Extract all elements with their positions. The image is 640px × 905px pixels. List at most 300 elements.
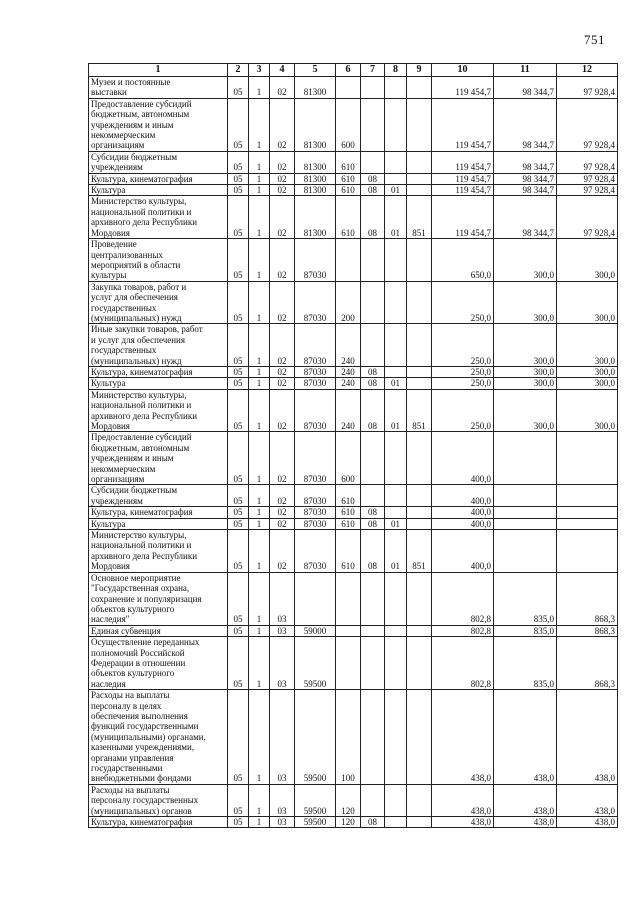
table-cell: 119 454,7 <box>432 151 494 173</box>
table-cell <box>361 77 385 99</box>
table-cell: 05 <box>228 239 249 282</box>
table-cell <box>385 173 407 184</box>
table-cell: 851 <box>407 530 432 573</box>
budget-table <box>88 63 618 828</box>
row-label-cell: Предоставление субсидий бюджетным, автономным учреждениям и иным некоммерческим организациям <box>89 432 228 485</box>
row-label-cell: Предоставление субсидий бюджетным, автономным учреждениям и иным некоммерческим организациям <box>89 98 228 151</box>
table-cell: 835,0 <box>494 637 557 690</box>
table-cell: 300,0 <box>557 281 618 324</box>
table-cell: 400,0 <box>432 507 494 518</box>
table-cell: 1 <box>249 173 270 184</box>
table-cell: 868,3 <box>557 625 618 636</box>
table-cell: 03 <box>270 690 295 785</box>
table-cell <box>361 432 385 485</box>
table-cell <box>385 507 407 518</box>
row-label-cell: Культура, кинематография <box>89 817 228 828</box>
table-cell: 08 <box>361 185 385 196</box>
table-cell: 02 <box>270 432 295 485</box>
table-cell <box>336 239 361 282</box>
table-cell <box>557 485 618 507</box>
table-cell: 03 <box>270 817 295 828</box>
row-label-cell: Культура <box>89 185 228 196</box>
table-row <box>89 530 618 573</box>
table-cell: 98 344,7 <box>494 151 557 173</box>
table-cell: 200 <box>336 281 361 324</box>
table-cell: 1 <box>249 366 270 377</box>
table-cell: 03 <box>270 784 295 816</box>
table-cell: 1 <box>249 432 270 485</box>
table-cell <box>385 151 407 173</box>
column-header: 2 <box>228 64 249 77</box>
table-cell: 02 <box>270 281 295 324</box>
table-cell: 400,0 <box>432 530 494 573</box>
table-cell: 610 <box>336 507 361 518</box>
table-cell <box>407 690 432 785</box>
table-cell: 250,0 <box>432 324 494 367</box>
table-cell <box>557 507 618 518</box>
table-cell: 868,3 <box>557 572 618 625</box>
table-cell: 02 <box>270 185 295 196</box>
table-cell: 1 <box>249 196 270 239</box>
table-cell <box>407 281 432 324</box>
table-cell <box>385 366 407 377</box>
table-cell: 1 <box>249 77 270 99</box>
table-cell: 1 <box>249 389 270 432</box>
table-cell: 05 <box>228 625 249 636</box>
table-cell: 300,0 <box>494 389 557 432</box>
table-cell: 300,0 <box>557 239 618 282</box>
table-cell: 02 <box>270 366 295 377</box>
table-cell: 610 <box>336 530 361 573</box>
table-cell: 81300 <box>295 185 336 196</box>
table-cell: 87030 <box>295 389 336 432</box>
table-row <box>89 173 618 184</box>
table-cell: 600 <box>336 432 361 485</box>
table-cell <box>385 485 407 507</box>
table-cell <box>361 151 385 173</box>
row-label-cell: Субсидии бюджетным учреждениям <box>89 151 228 173</box>
table-cell: 59500 <box>295 784 336 816</box>
table-cell: 59500 <box>295 817 336 828</box>
table-cell: 610 <box>336 185 361 196</box>
table-row <box>89 378 618 389</box>
table-row <box>89 784 618 816</box>
table-cell: 03 <box>270 637 295 690</box>
table-cell: 300,0 <box>494 281 557 324</box>
table-cell <box>494 518 557 529</box>
table-cell: 1 <box>249 151 270 173</box>
table-cell: 02 <box>270 324 295 367</box>
table-cell <box>385 690 407 785</box>
table-cell <box>385 572 407 625</box>
table-cell: 02 <box>270 378 295 389</box>
table-row <box>89 324 618 367</box>
table-cell: 05 <box>228 518 249 529</box>
table-cell: 250,0 <box>432 378 494 389</box>
table-cell: 03 <box>270 625 295 636</box>
table-cell: 119 454,7 <box>432 196 494 239</box>
table-cell: 81300 <box>295 151 336 173</box>
table-cell: 02 <box>270 196 295 239</box>
table-cell: 05 <box>228 378 249 389</box>
table-cell <box>385 817 407 828</box>
table-cell: 05 <box>228 324 249 367</box>
table-cell <box>407 432 432 485</box>
table-cell <box>407 572 432 625</box>
table-row <box>89 196 618 239</box>
row-label-cell: Осуществление переданных полномочий Российской Федерации в отношении объектов культурного наследия <box>89 637 228 690</box>
table-cell: 438,0 <box>432 784 494 816</box>
table-cell: 802,8 <box>432 637 494 690</box>
table-cell: 98 344,7 <box>494 196 557 239</box>
table-cell: 81300 <box>295 77 336 99</box>
table-cell: 05 <box>228 196 249 239</box>
table-cell: 05 <box>228 173 249 184</box>
table-row <box>89 239 618 282</box>
table-cell: 835,0 <box>494 625 557 636</box>
table-cell <box>407 518 432 529</box>
table-cell: 01 <box>385 530 407 573</box>
table-cell: 300,0 <box>494 378 557 389</box>
table-cell <box>361 625 385 636</box>
table-cell: 1 <box>249 690 270 785</box>
table-cell: 119 454,7 <box>432 173 494 184</box>
table-cell: 87030 <box>295 366 336 377</box>
table-cell: 01 <box>385 389 407 432</box>
table-cell: 05 <box>228 98 249 151</box>
table-cell: 01 <box>385 378 407 389</box>
table-cell: 98 344,7 <box>494 173 557 184</box>
table-cell: 97 928,4 <box>557 196 618 239</box>
table-cell: 87030 <box>295 378 336 389</box>
table-cell: 05 <box>228 389 249 432</box>
table-row <box>89 77 618 99</box>
table-cell: 87030 <box>295 239 336 282</box>
table-cell <box>385 625 407 636</box>
table-cell: 250,0 <box>432 366 494 377</box>
table-cell: 1 <box>249 518 270 529</box>
table-cell: 05 <box>228 690 249 785</box>
table-cell: 851 <box>407 389 432 432</box>
table-cell <box>361 98 385 151</box>
table-cell <box>385 637 407 690</box>
table-row <box>89 507 618 518</box>
table-cell <box>295 572 336 625</box>
table-cell: 1 <box>249 185 270 196</box>
table-cell: 400,0 <box>432 432 494 485</box>
table-cell: 1 <box>249 784 270 816</box>
table-row <box>89 98 618 151</box>
table-cell <box>494 432 557 485</box>
table-cell: 81300 <box>295 173 336 184</box>
column-header: 3 <box>249 64 270 77</box>
row-label-cell: Культура <box>89 518 228 529</box>
table-cell: 1 <box>249 530 270 573</box>
table-cell: 250,0 <box>432 281 494 324</box>
table-cell <box>361 485 385 507</box>
column-header: 4 <box>270 64 295 77</box>
table-cell: 05 <box>228 185 249 196</box>
table-cell: 87030 <box>295 324 336 367</box>
table-cell: 98 344,7 <box>494 98 557 151</box>
table-cell: 02 <box>270 530 295 573</box>
table-cell: 05 <box>228 281 249 324</box>
table-row <box>89 518 618 529</box>
row-label-cell: Министерство культуры, национальной политики и архивного дела Республики Мордовия <box>89 196 228 239</box>
row-label-cell: Проведение централизованных мероприятий в области культуры <box>89 239 228 282</box>
table-cell <box>385 239 407 282</box>
table-cell: 98 344,7 <box>494 185 557 196</box>
table-cell: 240 <box>336 389 361 432</box>
table-cell: 300,0 <box>494 366 557 377</box>
table-cell: 1 <box>249 817 270 828</box>
table-cell: 240 <box>336 366 361 377</box>
table-cell: 400,0 <box>432 518 494 529</box>
table-cell: 97 928,4 <box>557 151 618 173</box>
table-cell <box>407 239 432 282</box>
table-cell: 97 928,4 <box>557 173 618 184</box>
table-header-row <box>89 64 618 77</box>
table-cell: 08 <box>361 378 385 389</box>
table-cell: 120 <box>336 784 361 816</box>
table-cell: 02 <box>270 239 295 282</box>
table-cell: 240 <box>336 378 361 389</box>
table-cell: 59500 <box>295 690 336 785</box>
row-label-cell: Расходы на выплаты персоналу в целях обеспечения выполнения функций государственными (муниципальными) органами, казенными учреждениями, органами управления государственными внебюджетными фондами <box>89 690 228 785</box>
table-cell: 02 <box>270 173 295 184</box>
column-header: 1 <box>89 64 228 77</box>
row-label-cell: Культура, кинематография <box>89 507 228 518</box>
table-cell: 05 <box>228 637 249 690</box>
table-cell: 438,0 <box>557 817 618 828</box>
row-label-cell: Культура, кинематография <box>89 366 228 377</box>
table-cell: 1 <box>249 98 270 151</box>
table-cell: 438,0 <box>557 784 618 816</box>
table-cell: 119 454,7 <box>432 98 494 151</box>
table-cell: 97 928,4 <box>557 185 618 196</box>
table-cell <box>361 690 385 785</box>
table-cell <box>407 637 432 690</box>
table-cell <box>407 324 432 367</box>
table-cell: 08 <box>361 507 385 518</box>
row-label-cell: Основное мероприятие "Государственная охрана, сохранение и популяризация объектов культурного наследия" <box>89 572 228 625</box>
table-cell: 120 <box>336 817 361 828</box>
table-cell <box>557 432 618 485</box>
table-cell: 08 <box>361 366 385 377</box>
column-header: 8 <box>385 64 407 77</box>
table-cell: 05 <box>228 432 249 485</box>
page-number: 751 <box>584 32 605 47</box>
table-cell: 240 <box>336 324 361 367</box>
table-row <box>89 485 618 507</box>
row-label-cell: Закупка товаров, работ и услуг для обеспечения государственных (муниципальных) нужд <box>89 281 228 324</box>
table-cell: 02 <box>270 151 295 173</box>
table-cell: 08 <box>361 173 385 184</box>
row-label-cell: Культура, кинематография <box>89 173 228 184</box>
table-cell: 05 <box>228 507 249 518</box>
row-label-cell: Иные закупки товаров, работ и услуг для обеспечения государственных (муниципальных) нужд <box>89 324 228 367</box>
table-cell <box>385 324 407 367</box>
table-cell <box>407 817 432 828</box>
table-cell: 868,3 <box>557 637 618 690</box>
table-cell <box>407 77 432 99</box>
row-label-cell: Министерство культуры, национальной политики и архивного дела Республики Мордовия <box>89 530 228 573</box>
table-cell: 01 <box>385 518 407 529</box>
table-body <box>89 77 618 828</box>
table-cell: 610 <box>336 518 361 529</box>
table-cell: 438,0 <box>557 690 618 785</box>
table-cell: 300,0 <box>494 239 557 282</box>
table-cell: 05 <box>228 366 249 377</box>
table-cell <box>336 625 361 636</box>
table-cell: 438,0 <box>494 784 557 816</box>
table-cell: 05 <box>228 530 249 573</box>
table-cell: 438,0 <box>432 817 494 828</box>
table-row <box>89 389 618 432</box>
table-cell <box>407 625 432 636</box>
table-cell: 300,0 <box>557 378 618 389</box>
table-cell: 02 <box>270 518 295 529</box>
table-cell: 97 928,4 <box>557 77 618 99</box>
table-cell <box>336 77 361 99</box>
table-cell <box>494 485 557 507</box>
column-header: 7 <box>361 64 385 77</box>
table-cell <box>385 432 407 485</box>
table-cell: 438,0 <box>494 817 557 828</box>
table-cell <box>361 324 385 367</box>
table-cell <box>385 77 407 99</box>
row-label-cell: Музеи и постоянные выставки <box>89 77 228 99</box>
table-cell: 87030 <box>295 530 336 573</box>
table-cell <box>407 378 432 389</box>
table-cell <box>407 507 432 518</box>
table-cell: 02 <box>270 507 295 518</box>
table-cell: 1 <box>249 239 270 282</box>
table-cell: 02 <box>270 485 295 507</box>
table-cell: 05 <box>228 817 249 828</box>
table-cell: 05 <box>228 572 249 625</box>
table-cell: 300,0 <box>557 324 618 367</box>
table-row <box>89 281 618 324</box>
table-cell: 851 <box>407 196 432 239</box>
table-cell: 300,0 <box>494 324 557 367</box>
table-cell: 05 <box>228 77 249 99</box>
table-cell: 1 <box>249 507 270 518</box>
table-cell: 81300 <box>295 196 336 239</box>
table-cell: 610 <box>336 173 361 184</box>
table-cell <box>407 98 432 151</box>
table-cell <box>385 98 407 151</box>
table-cell: 802,8 <box>432 572 494 625</box>
table-cell: 835,0 <box>494 572 557 625</box>
row-label-cell: Субсидии бюджетным учреждениям <box>89 485 228 507</box>
table-cell: 119 454,7 <box>432 185 494 196</box>
table-cell: 87030 <box>295 507 336 518</box>
row-label-cell: Культура <box>89 378 228 389</box>
table-cell: 438,0 <box>494 690 557 785</box>
table-cell: 300,0 <box>557 366 618 377</box>
table-cell: 81300 <box>295 98 336 151</box>
column-header: 11 <box>494 64 557 77</box>
table-cell: 1 <box>249 572 270 625</box>
column-header: 5 <box>295 64 336 77</box>
table-cell: 05 <box>228 151 249 173</box>
row-label-cell: Расходы на выплаты персоналу государственных (муниципальных) органов <box>89 784 228 816</box>
table-cell <box>361 572 385 625</box>
table-cell: 03 <box>270 572 295 625</box>
table-cell: 610 <box>336 485 361 507</box>
table-cell <box>407 151 432 173</box>
table-row <box>89 817 618 828</box>
table-cell <box>407 185 432 196</box>
column-header: 6 <box>336 64 361 77</box>
table-cell <box>557 530 618 573</box>
table-row <box>89 151 618 173</box>
table-cell: 08 <box>361 196 385 239</box>
table-cell <box>361 637 385 690</box>
table-cell: 08 <box>361 518 385 529</box>
column-header: 10 <box>432 64 494 77</box>
table-cell: 400,0 <box>432 485 494 507</box>
table-cell: 05 <box>228 485 249 507</box>
table-cell <box>361 281 385 324</box>
table-cell: 02 <box>270 98 295 151</box>
table-cell <box>494 530 557 573</box>
table-cell: 87030 <box>295 485 336 507</box>
table-cell: 97 928,4 <box>557 98 618 151</box>
table-cell: 87030 <box>295 432 336 485</box>
table-cell: 02 <box>270 77 295 99</box>
table-cell: 1 <box>249 378 270 389</box>
table-cell: 119 454,7 <box>432 77 494 99</box>
table-cell: 250,0 <box>432 389 494 432</box>
table-cell: 87030 <box>295 281 336 324</box>
table-cell: 01 <box>385 185 407 196</box>
table-cell: 87030 <box>295 518 336 529</box>
table-row <box>89 637 618 690</box>
table-cell <box>407 485 432 507</box>
table-cell: 02 <box>270 389 295 432</box>
table-cell: 98 344,7 <box>494 77 557 99</box>
column-header: 9 <box>407 64 432 77</box>
table-cell: 600 <box>336 98 361 151</box>
table-cell: 59000 <box>295 625 336 636</box>
table-cell <box>385 281 407 324</box>
table-row <box>89 690 618 785</box>
table-cell: 08 <box>361 817 385 828</box>
table-cell: 1 <box>249 485 270 507</box>
table-cell <box>361 239 385 282</box>
table-cell: 1 <box>249 281 270 324</box>
row-label-cell: Министерство культуры, национальной политики и архивного дела Республики Мордовия <box>89 389 228 432</box>
table-cell <box>407 784 432 816</box>
table-cell: 610 <box>336 151 361 173</box>
table-cell <box>336 572 361 625</box>
table-cell: 59500 <box>295 637 336 690</box>
table-cell: 100 <box>336 690 361 785</box>
table-row <box>89 625 618 636</box>
table-cell <box>385 784 407 816</box>
row-label-cell: Единая субвенция <box>89 625 228 636</box>
table-row <box>89 432 618 485</box>
table-cell <box>407 173 432 184</box>
table-cell: 300,0 <box>557 389 618 432</box>
table-cell: 08 <box>361 389 385 432</box>
table-cell <box>557 518 618 529</box>
table-cell: 438,0 <box>432 690 494 785</box>
table-cell: 01 <box>385 196 407 239</box>
table-cell: 1 <box>249 625 270 636</box>
